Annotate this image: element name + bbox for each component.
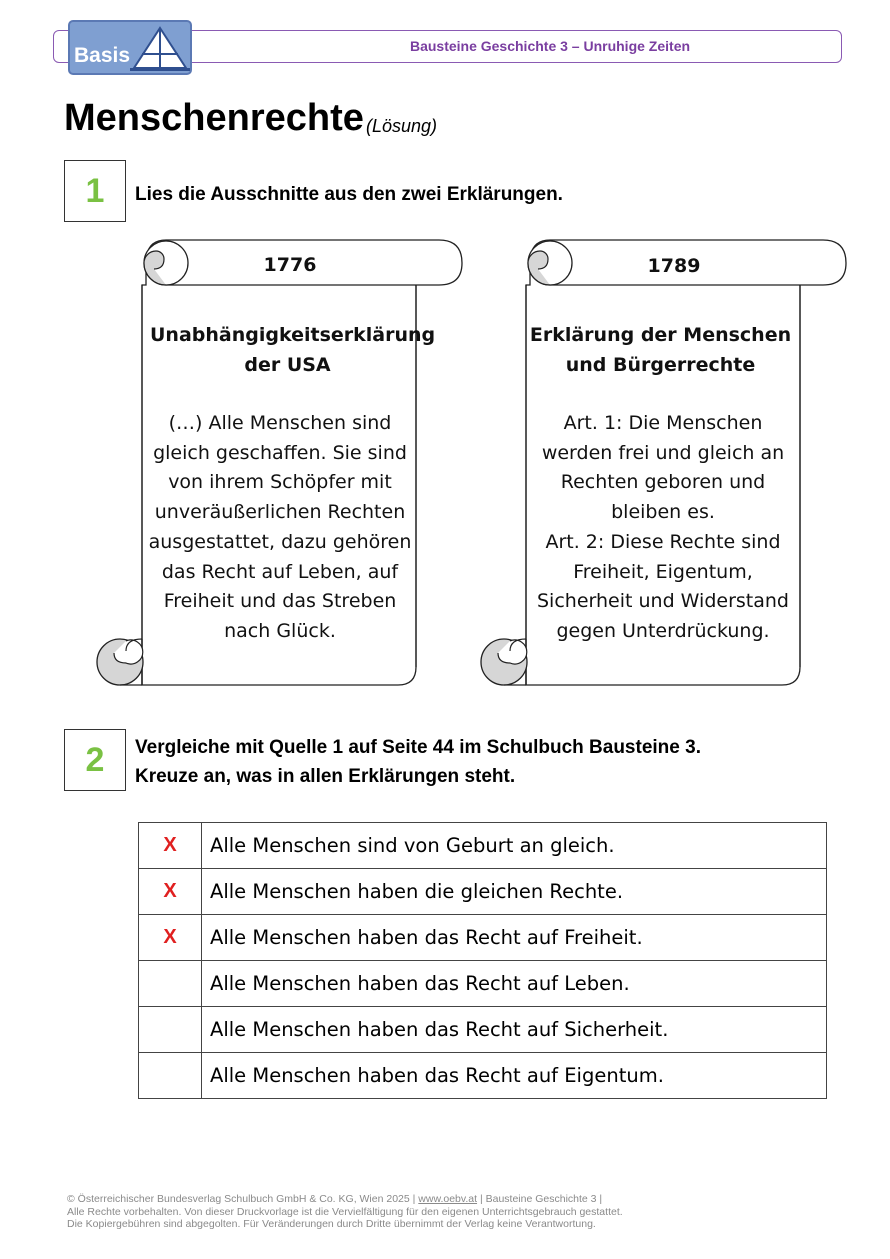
logo-text: Basis (74, 44, 131, 67)
table-row (139, 915, 827, 961)
scroll-body-line: das Recht auf Leben, auf (161, 560, 399, 583)
scroll-heading-line: und Bürgerrechte (565, 354, 756, 376)
scroll-body-1789 (526, 409, 800, 647)
statement-cell: Alle Menschen haben das Recht auf Eigentum. (202, 1053, 827, 1099)
scroll-body-line: Freiheit, Eigentum, (573, 560, 753, 583)
checkbox-cell[interactable] (139, 961, 202, 1007)
scroll-body-line: bleiben es. (611, 501, 715, 524)
statement-cell: Alle Menschen sind von Geburt an gleich. (202, 823, 827, 869)
table-row (139, 823, 827, 869)
scroll-body-line: Art. 2: Diese Rechte sind (545, 530, 781, 553)
statement-cell: Alle Menschen haben das Recht auf Sicherheit. (202, 1007, 827, 1053)
scroll-body-line: von ihrem Schöpfer mit (168, 471, 392, 494)
triangle-logo-icon (130, 24, 190, 72)
task-number-2: 2 (64, 729, 126, 791)
scroll-body-line: Art. 1: Die Menschen (563, 412, 763, 434)
scroll-heading-line: Unabhängigkeitserklärung (150, 324, 436, 346)
task2-instruction (135, 733, 701, 791)
checkbox-cell[interactable] (139, 1007, 202, 1053)
task2-instruction-line: Kreuze an, was in allen Erklärungen steht. (135, 766, 516, 787)
task2-instruction-line: Vergleiche mit Quelle 1 auf Seite 44 im Schulbuch Bausteine 3. (135, 737, 701, 758)
table-row (139, 1007, 827, 1053)
scroll-body-line: unveräußerlichen Rechten (154, 501, 406, 524)
checklist-table (138, 822, 827, 1099)
publisher-link[interactable]: www.oebv.at (418, 1193, 478, 1205)
footer-book: | Bausteine Geschichte 3 | (477, 1193, 603, 1205)
page-title: Menschenrechte (64, 97, 364, 139)
scroll-heading-1776 (150, 320, 436, 380)
scroll-heading-line: der USA (244, 354, 331, 376)
scroll-heading-line: Erklärung der Menschen (529, 324, 792, 346)
checkbox-cell[interactable] (139, 1053, 202, 1099)
scroll-body-line: werden frei und gleich an (541, 441, 785, 464)
scroll-body-line: (…) Alle Menschen sind (168, 412, 392, 434)
scroll-body-line: Sicherheit und Widerstand (537, 590, 789, 613)
footer-copyright: © Österreichischer Bundesverlag Schulbuch GmbH & Co. KG, Wien 2025 | (67, 1193, 419, 1205)
scroll-body-line: Rechten geboren und (560, 471, 766, 494)
footer (67, 1193, 623, 1231)
page-subtitle: (Lösung) (366, 116, 438, 136)
statement-cell: Alle Menschen haben das Recht auf Leben. (202, 961, 827, 1007)
scroll-year-1789: 1789 (647, 255, 701, 277)
statement-cell: Alle Menschen haben das Recht auf Freiheit. (202, 915, 827, 961)
scroll-body-line: gleich geschaffen. Sie sind (153, 441, 407, 464)
scroll-body-line: gegen Unterdrückung. (556, 619, 770, 642)
statement-cell: Alle Menschen haben die gleichen Rechte. (202, 869, 827, 915)
footer-line-3: Die Kopiergebühren sind abgegolten. Für Veränderungen durch Dritte übernimmt der Verlag keine Verantwortung. (67, 1218, 596, 1230)
table-row (139, 961, 827, 1007)
table-row (139, 1053, 827, 1099)
scroll-body-line: Freiheit und das Streben (163, 590, 397, 613)
checkbox-cell[interactable]: X (139, 915, 202, 961)
task1-instruction: Lies die Ausschnitte aus den zwei Erklärungen. (135, 184, 563, 205)
footer-line-2: Alle Rechte vorbehalten. Von dieser Druckvorlage ist die Vervielfältigung für den eigenen Unterrichtsgebrauch gestattet. (67, 1205, 623, 1218)
checkbox-cell[interactable]: X (139, 823, 202, 869)
table-row (139, 869, 827, 915)
scroll-heading-1789 (528, 320, 793, 380)
checkbox-cell[interactable]: X (139, 869, 202, 915)
scroll-body-line: ausgestattet, dazu gehören (148, 530, 412, 553)
scroll-body-1776 (142, 409, 418, 647)
header-title: Bausteine Geschichte 3 – Unruhige Zeiten (409, 38, 691, 54)
footer-line-1 (67, 1193, 623, 1206)
task-number-1: 1 (64, 160, 126, 222)
scroll-body-line: nach Glück. (224, 619, 336, 642)
scroll-year-1776: 1776 (263, 254, 317, 276)
